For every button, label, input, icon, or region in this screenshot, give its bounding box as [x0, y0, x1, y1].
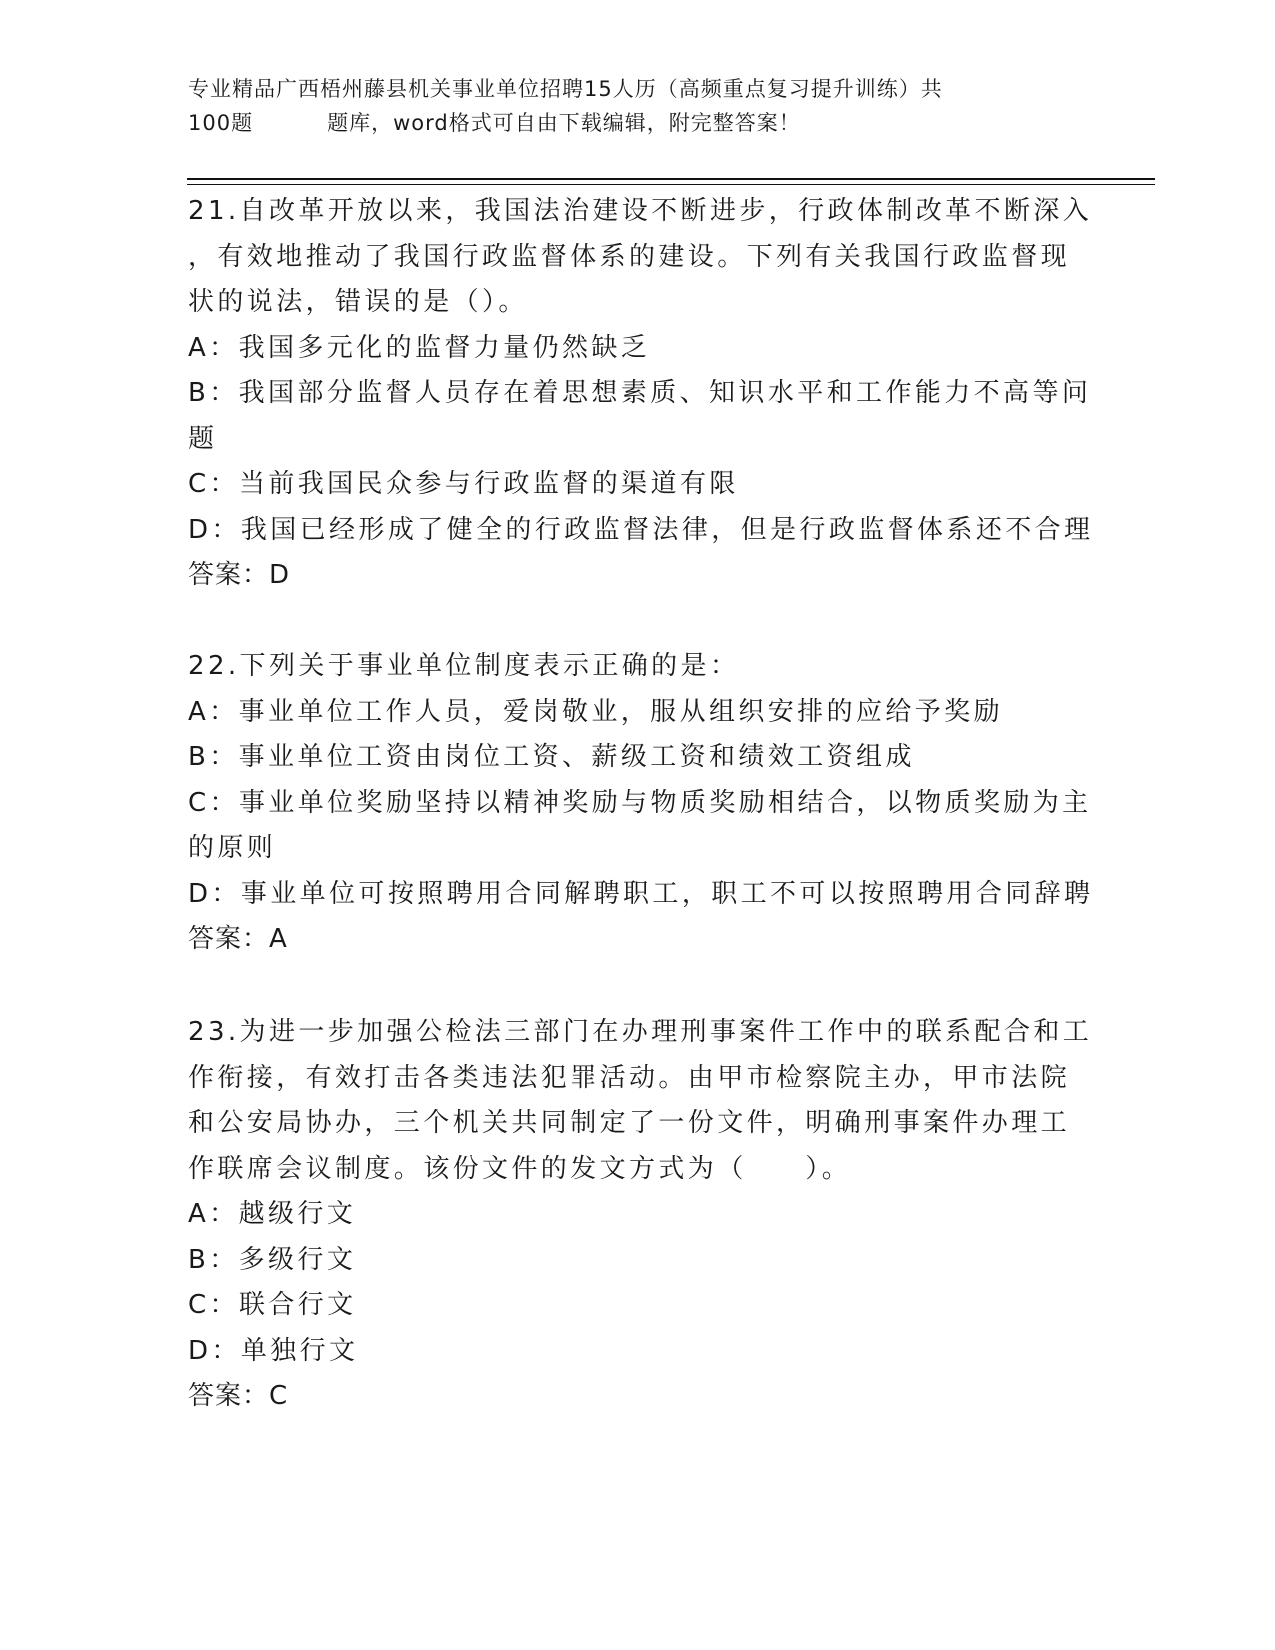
question-stem: 状的说法，错误的是（）。 [188, 287, 528, 317]
question-23 [188, 1010, 1093, 1420]
option-d: D：我国已经形成了健全的行政监督法律，但是行政监督体系还不合理 [188, 514, 1094, 545]
header-divider-thin [187, 184, 1155, 185]
question-stem: 和公安局协办，三个机关共同制定了一份文件，明确刑事案件办理工 [188, 1108, 1071, 1138]
document-header [188, 72, 1068, 140]
option-b: B：多级行文 [188, 1244, 357, 1275]
option-a: A：越级行文 [188, 1199, 357, 1229]
option-b-continued: 题 [188, 423, 218, 454]
question-stem: 作联席会议制度。该份文件的发文方式为（ ）。 [188, 1153, 852, 1184]
question-stem: 23.为进一步加强公检法三部门在办理刑事案件工作中的联系配合和工 [188, 1017, 1093, 1047]
question-stem: ，有效地推动了我国行政监督体系的建设。下列有关我国行政监督现 [188, 241, 1071, 272]
header-title-line-2 [188, 106, 1068, 140]
question-stem: 21.自改革开放以来，我国法治建设不断进步，行政体制改革不断深入 [188, 196, 1093, 226]
question-21 [188, 189, 1094, 599]
option-c: C：联合行文 [188, 1290, 357, 1320]
question-stem: 22.下列关于事业单位制度表示正确的是： [188, 651, 740, 681]
option-b: B：我国部分监督人员存在着思想素质、知识水平和工作能力不高等问 [188, 378, 1092, 408]
option-d: D：单独行文 [188, 1335, 359, 1366]
option-d: D：事业单位可按照聘用合同解聘职工，职工不可以按照聘用合同辞聘 [188, 878, 1094, 909]
option-c-continued: 的原则 [188, 833, 277, 863]
option-a: A：事业单位工作人员，爱岗敬业，服从组织安排的应给予奖励 [188, 696, 1003, 727]
header-title-line-1: 专业精品广西梧州藤县机关事业单位招聘15人历（高频重点复习提升训练）共 [188, 77, 943, 101]
header-divider-thick [187, 178, 1155, 180]
option-c: C：事业单位奖励坚持以精神奖励与物质奖励相结合，以物质奖励为主 [188, 787, 1092, 818]
header-question-count: 100题 [188, 111, 254, 135]
header-description: 题库，word格式可自由下载编辑，附完整答案！ [327, 111, 801, 135]
option-a: A：我国多元化的监督力量仍然缺乏 [188, 332, 651, 363]
question-stem: 作衔接，有效打击各类违法犯罪活动。由甲市检察院主办，甲市法院 [188, 1062, 1071, 1093]
answer: 答案：A [188, 924, 288, 954]
option-b: B：事业单位工资由岗位工资、薪级工资和绩效工资组成 [188, 742, 915, 772]
question-22 [188, 644, 1094, 963]
answer: 答案：D [188, 560, 291, 590]
option-c: C：当前我国民众参与行政监督的渠道有限 [188, 469, 739, 499]
answer: 答案：C [188, 1381, 289, 1411]
